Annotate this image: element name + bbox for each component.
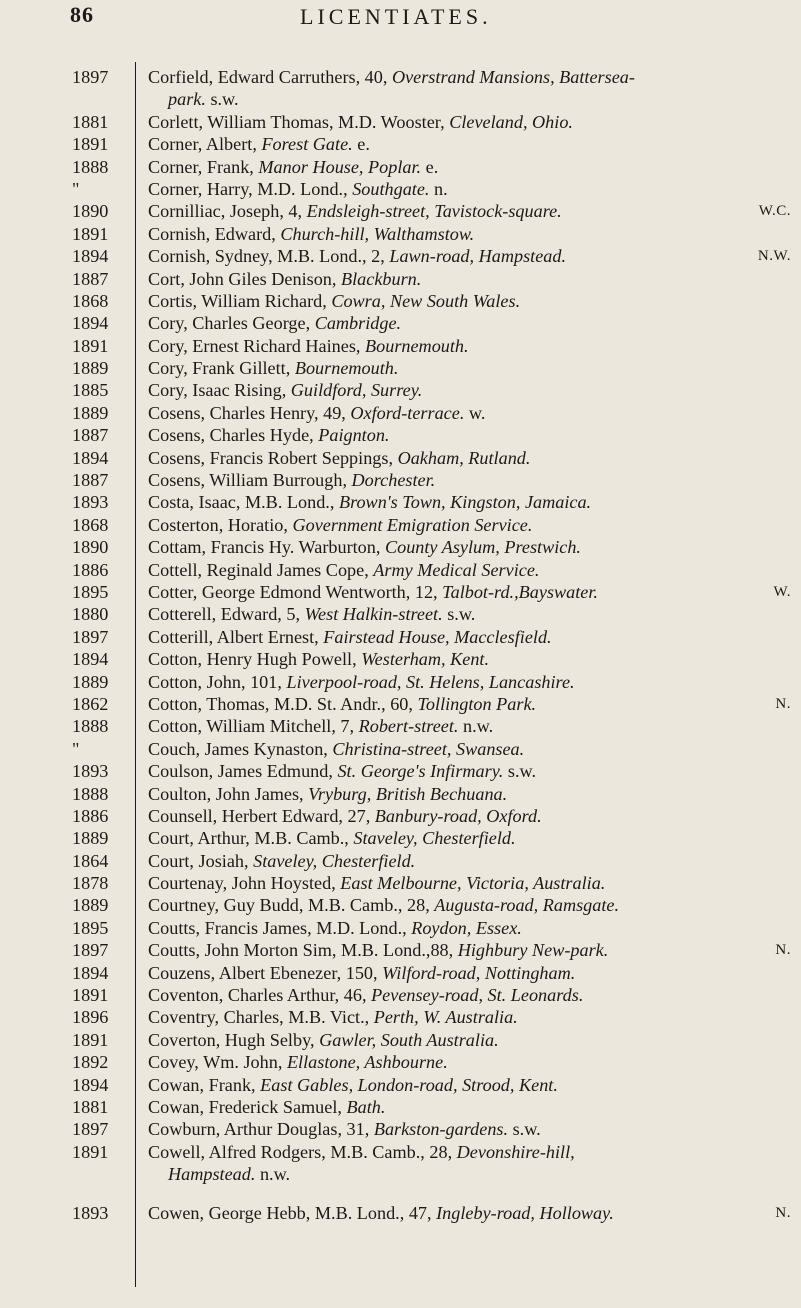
entry-year: 1891 [72,335,109,356]
entry-name: Coutts, Francis James, M.D. Lond., [148,917,412,938]
directory-entry [0,872,801,894]
entry-year: " [72,178,80,199]
entry-text [148,200,562,222]
entry-name: Cory, Frank Gillett, [148,358,295,379]
directory-entry [0,1051,801,1073]
entry-address: Staveley, Chesterfield. [253,850,416,871]
entry-postal-district: s.w. [503,761,537,782]
entry-name: Cowell, Alfred Rodgers, M.B. Camb., 28, [148,1141,457,1162]
directory-entry [0,894,801,916]
entry-district: N. [775,695,791,712]
entry-address: Oakham, Rutland. [397,447,531,468]
entry-year: 1885 [72,380,109,401]
entry-address: Cleveland, Ohio. [449,111,573,132]
entry-text [148,760,536,782]
entry-address: Wilford-road, Nottingham. [382,962,576,983]
entry-name: Corlett, William Thomas, M.D. Wooster, [148,111,450,132]
directory-entry [0,1141,801,1163]
entry-year: 1889 [72,402,109,423]
entry-name: Corner, Frank, [148,156,259,177]
entry-address: Ellastone, Ashbourne. [286,1052,448,1073]
directory-entry [0,335,801,357]
entry-year: 1881 [72,1096,109,1117]
entry-address: Endsleigh-street, Tavistock-square. [306,201,562,222]
page-number: 86 [70,2,94,27]
entry-name: Cort, John Giles Denison, [148,268,341,289]
directory-entry [0,1006,801,1028]
entry-year: 1880 [72,604,109,625]
entry-text [148,917,522,939]
entry-name: Court, Arthur, M.B. Camb., [148,828,354,849]
directory-entry [0,1202,801,1224]
entry-name: Cortis, William Richard, [148,290,332,311]
entry-address: County Asylum, Prestwich. [384,537,581,558]
entry-text [148,447,530,469]
directory-entry [0,715,801,737]
entry-year: 1891 [72,223,109,244]
entry-year: 1888 [72,716,109,737]
entry-year: 1891 [72,134,109,155]
directory-entry [0,447,801,469]
entry-address: Vryburg, British Bechuana. [308,783,508,804]
entry-continuation [0,1163,801,1185]
entry-text [148,738,524,760]
directory-entry [0,805,801,827]
entry-year: 1864 [72,850,109,871]
directory-entry [0,1074,801,1096]
entry-year: 1889 [72,671,109,692]
entry-name: Corner, Albert, [148,134,262,155]
entry-address: Bath. [346,1096,386,1117]
directory-entry [0,827,801,849]
entry-address: Tollington Park. [417,693,537,714]
entry-text [148,805,542,827]
entry-district: N. [775,942,791,959]
directory-entry [0,693,801,715]
entry-address: St. George's Infirmary. [337,761,504,782]
entry-text [148,984,583,1006]
entry-address: park. [168,89,206,110]
entry-text [148,1051,448,1073]
entry-postal-district: s.w. [442,604,476,625]
entry-year: 1897 [72,1119,109,1140]
entry-year: 1889 [72,358,109,379]
entry-year: 1881 [72,111,109,132]
entry-text [148,894,619,916]
entry-text [148,178,448,200]
entry-text [148,469,435,491]
entry-year: 1878 [72,873,109,894]
entry-address: Devonshire-hill, [456,1141,575,1162]
entry-address: Christina-street, Swansea. [332,738,525,759]
entry-address: Army Medical Service. [373,559,540,580]
entry-text [148,491,591,513]
entry-name: Cornilliac, Joseph, 4, [148,201,307,222]
entry-address: Dorchester. [351,470,436,491]
entry-year: 1888 [72,156,109,177]
entry-address: Pevensey-road, St. Leonards. [371,985,584,1006]
entry-address: Augusta-road, Ramsgate. [434,895,620,916]
entry-address: Paignton. [318,425,390,446]
entry-postal-district: s.w. [508,1119,541,1140]
entry-address: Ingleby-road, Holloway. [436,1202,614,1223]
directory-entry [0,962,801,984]
entry-text [148,693,536,715]
entry-name: Court, Josiah, [148,850,254,871]
entry-year: 1868 [72,290,109,311]
entry-postal-district: e. [352,134,370,155]
entry-address: Cambridge. [314,313,402,334]
directory-entry [0,491,801,513]
entry-text [148,1141,575,1163]
entry-text [148,335,469,357]
entry-name: Coutts, John Morton Sim, M.B. Lond.,88, [148,940,458,961]
directory-entry [0,357,801,379]
directory-entry [0,939,801,961]
entry-year: 1893 [72,1202,109,1223]
entry-text [148,245,566,267]
entry-name: Corner, Harry, M.D. Lond., [148,178,353,199]
directory-entry [0,559,801,581]
entry-year: 1888 [72,783,109,804]
directory-entry [0,469,801,491]
entry-postal-district: n.w. [458,716,494,737]
entry-name: Cotton, William Mitchell, 7, [148,716,359,737]
entry-text [148,827,516,849]
entry-name: Cottam, Francis Hy. Warburton, [148,537,385,558]
entry-text [148,357,398,379]
entry-year: 1887 [72,268,109,289]
directory-entry [0,626,801,648]
entry-address: Bournemouth. [294,358,399,379]
entry-text [148,715,493,737]
entry-year: 1889 [72,895,109,916]
entry-address: Roydon, Essex. [411,917,522,938]
entry-address: Church-hill, Walthamstow. [280,223,475,244]
entry-text [148,1006,518,1028]
entry-address: Fairstead House, Macclesfield. [323,626,552,647]
directory-entry [0,671,801,693]
entry-address: Perth, W. Australia. [373,1007,518,1028]
entry-continuation [0,88,801,110]
directory-entry [0,111,801,133]
entry-name: Coverton, Hugh Selby, [148,1029,320,1050]
entry-name: Cory, Ernest Richard Haines, [148,335,366,356]
entry-name: Courtney, Guy Budd, M.B. Camb., 28, [148,895,435,916]
directory-entry [0,66,801,88]
entry-name: Cowan, Frank, [148,1074,261,1095]
entry-text [148,872,605,894]
entry-year: 1894 [72,313,109,334]
entry-year: 1886 [72,805,109,826]
directory-entry [0,290,801,312]
directory-entry [0,514,801,536]
entry-year: 1894 [72,962,109,983]
entry-year: 1889 [72,828,109,849]
entry-name: Cottell, Reginald James Cope, [148,559,374,580]
entry-list [0,66,801,1224]
entry-year: 1890 [72,537,109,558]
entry-address: Bournemouth. [365,335,469,356]
entry-name: Costerton, Horatio, [148,514,293,535]
entry-address: Barkston-gardens. [373,1119,509,1140]
entry-text [148,671,575,693]
entry-address: Lawn-road, Hampstead. [389,246,567,267]
entry-address: Manor House, Poplar. [258,156,422,177]
entry-district: N.W. [757,248,791,265]
entry-address: East Gables, London-road, Strood, Kent. [260,1074,558,1095]
entry-year: 1896 [72,1007,109,1028]
entry-name: Cornish, Edward, [148,223,281,244]
entry-text [148,111,573,133]
entry-name: Coventry, Charles, M.B. Vict., [148,1007,374,1028]
entry-name: Courtenay, John Hoysted, [148,873,341,894]
entry-address: Liverpool-road, St. Helens, Lancashire. [286,671,575,692]
entry-text [148,1096,385,1118]
entry-address: Staveley, Chesterfield. [353,828,516,849]
directory-entry [0,200,801,222]
entry-address: Gawler, South Australia. [319,1029,499,1050]
directory-entry [0,223,801,245]
entry-address: Hampstead. [168,1164,256,1185]
entry-name: Cotterell, Edward, 5, [148,604,305,625]
entry-text [148,1118,541,1140]
entry-year: 1893 [72,492,109,513]
entry-year: 1893 [72,761,109,782]
entry-name: Cotton, John, 101, [148,671,287,692]
entry-year: 1895 [72,917,109,938]
entry-name: Cowen, George Hebb, M.B. Lond., 47, [148,1202,437,1223]
entry-text [168,88,239,110]
entry-text [148,648,489,670]
entry-district: N. [775,1204,791,1221]
entry-address: Robert-street. [358,716,459,737]
entry-name: Cory, Isaac Rising, [148,380,291,401]
entry-name: Cotterill, Albert Ernest, [148,626,324,647]
entry-address: Brown's Town, Kingston, Jamaica. [338,492,592,513]
entry-address: Talbot-rd.,Bayswater. [442,581,598,602]
entry-name: Cosens, Charles Hyde, [148,425,319,446]
entry-address: Blackburn. [341,268,422,289]
entry-address: Guildford, Surrey. [290,380,423,401]
entry-text [148,402,485,424]
entry-year: " [72,738,80,759]
entry-address: Southgate. [352,178,430,199]
entry-text [168,1163,290,1185]
directory-entry [0,536,801,558]
directory-entry [0,424,801,446]
entry-year: 1892 [72,1052,109,1073]
entry-spacer [0,1186,801,1202]
entry-text [148,133,370,155]
directory-entry [0,1118,801,1140]
entry-postal-district: n.w. [255,1164,291,1185]
entry-address: Government Emigration Service. [292,514,533,535]
entry-text [148,536,581,558]
directory-entry [0,648,801,670]
entry-postal-district: e. [421,156,439,177]
entry-year: 1894 [72,246,109,267]
entry-text [148,783,507,805]
entry-text [148,312,401,334]
entry-address: Westerham, Kent. [361,649,490,670]
directory-entry [0,760,801,782]
entry-name: Cotton, Henry Hugh Powell, [148,649,362,670]
entry-postal-district: s.w. [205,89,239,110]
entry-district: W.C. [758,203,791,220]
entry-name: Cotter, George Edmond Wentworth, 12, [148,581,443,602]
entry-text [148,581,598,603]
entry-year: 1890 [72,201,109,222]
running-head: LICENTIATES. [300,4,492,29]
entry-name: Couch, James Kynaston, [148,738,333,759]
entry-address: Cowra, New South Wales. [331,290,521,311]
directory-entry [0,268,801,290]
entry-year: 1891 [72,985,109,1006]
entry-text [148,424,389,446]
directory-entry [0,1096,801,1118]
directory-entry [0,402,801,424]
entry-address: East Melbourne, Victoria, Australia. [340,873,606,894]
entry-name: Coulton, John James, [148,783,309,804]
entry-district: W. [773,583,791,600]
entry-name: Cornish, Sydney, M.B. Lond., 2, [148,246,390,267]
entry-text [148,626,552,648]
entry-year: 1894 [72,649,109,670]
entry-address: Oxford-terrace. [350,402,465,423]
directory-entry [0,603,801,625]
entry-address: West Halkin-street. [304,604,443,625]
directory-entry [0,850,801,872]
directory-entry [0,783,801,805]
entry-text [148,268,421,290]
entry-address: Overstrand Mansions, Battersea- [391,67,635,87]
entry-name: Cowburn, Arthur Douglas, 31, [148,1119,374,1140]
entry-text [148,939,608,961]
entry-name: Cory, Charles George, [148,313,315,334]
entry-text [148,603,475,625]
entry-year: 1894 [72,447,109,468]
entry-year: 1868 [72,514,109,535]
entry-text [148,962,575,984]
entry-text [148,1074,558,1096]
entry-name: Cosens, William Burrough, [148,470,352,491]
entry-name: Cotton, Thomas, M.D. St. Andr., 60, [148,693,418,714]
directory-entry [0,133,801,155]
entry-year: 1897 [72,940,109,961]
entry-postal-district: n. [429,178,448,199]
entry-text [148,850,415,872]
entry-text [148,290,520,312]
entry-text [148,223,474,245]
entry-name: Counsell, Herbert Edward, 27, [148,805,375,826]
entry-year: 1897 [72,626,109,647]
entry-year: 1897 [72,67,109,87]
entry-name: Couzens, Albert Ebenezer, 150, [148,962,383,983]
entry-text [148,379,422,401]
entry-year: 1894 [72,1074,109,1095]
directory-entry [0,917,801,939]
entry-text [148,559,539,581]
entry-text [148,1029,499,1051]
entry-address: Highbury New-park. [457,940,609,961]
directory-entry [0,312,801,334]
directory-entry [0,1029,801,1051]
entry-name: Cosens, Francis Robert Seppings, [148,447,398,468]
entry-year: 1891 [72,1141,109,1162]
directory-entry [0,738,801,760]
entry-text [148,66,635,88]
entry-year: 1895 [72,581,109,602]
entry-text [148,156,438,178]
entry-text [148,1202,614,1224]
entry-year: 1887 [72,470,109,491]
entry-name: Corfield, Edward Carruthers, 40, [148,67,392,87]
entry-postal-district: w. [464,402,486,423]
directory-entry [0,984,801,1006]
entry-name: Coulson, James Edmund, [148,761,338,782]
entry-year: 1891 [72,1029,109,1050]
entry-name: Coventon, Charles Arthur, 46, [148,985,372,1006]
entry-address: Forest Gate. [261,134,353,155]
directory-entry [0,581,801,603]
entry-address: Banbury-road, Oxford. [374,805,542,826]
directory-entry [0,245,801,267]
entry-year: 1887 [72,425,109,446]
entry-name: Costa, Isaac, M.B. Lond., [148,492,339,513]
entry-text [148,514,532,536]
directory-entry [0,156,801,178]
entry-year: 1886 [72,559,109,580]
directory-entry [0,178,801,200]
directory-entry [0,379,801,401]
entry-name: Cowan, Frederick Samuel, [148,1096,347,1117]
entry-year: 1862 [72,693,109,714]
entry-name: Covey, Wm. John, [148,1052,287,1073]
entry-name: Cosens, Charles Henry, 49, [148,402,351,423]
